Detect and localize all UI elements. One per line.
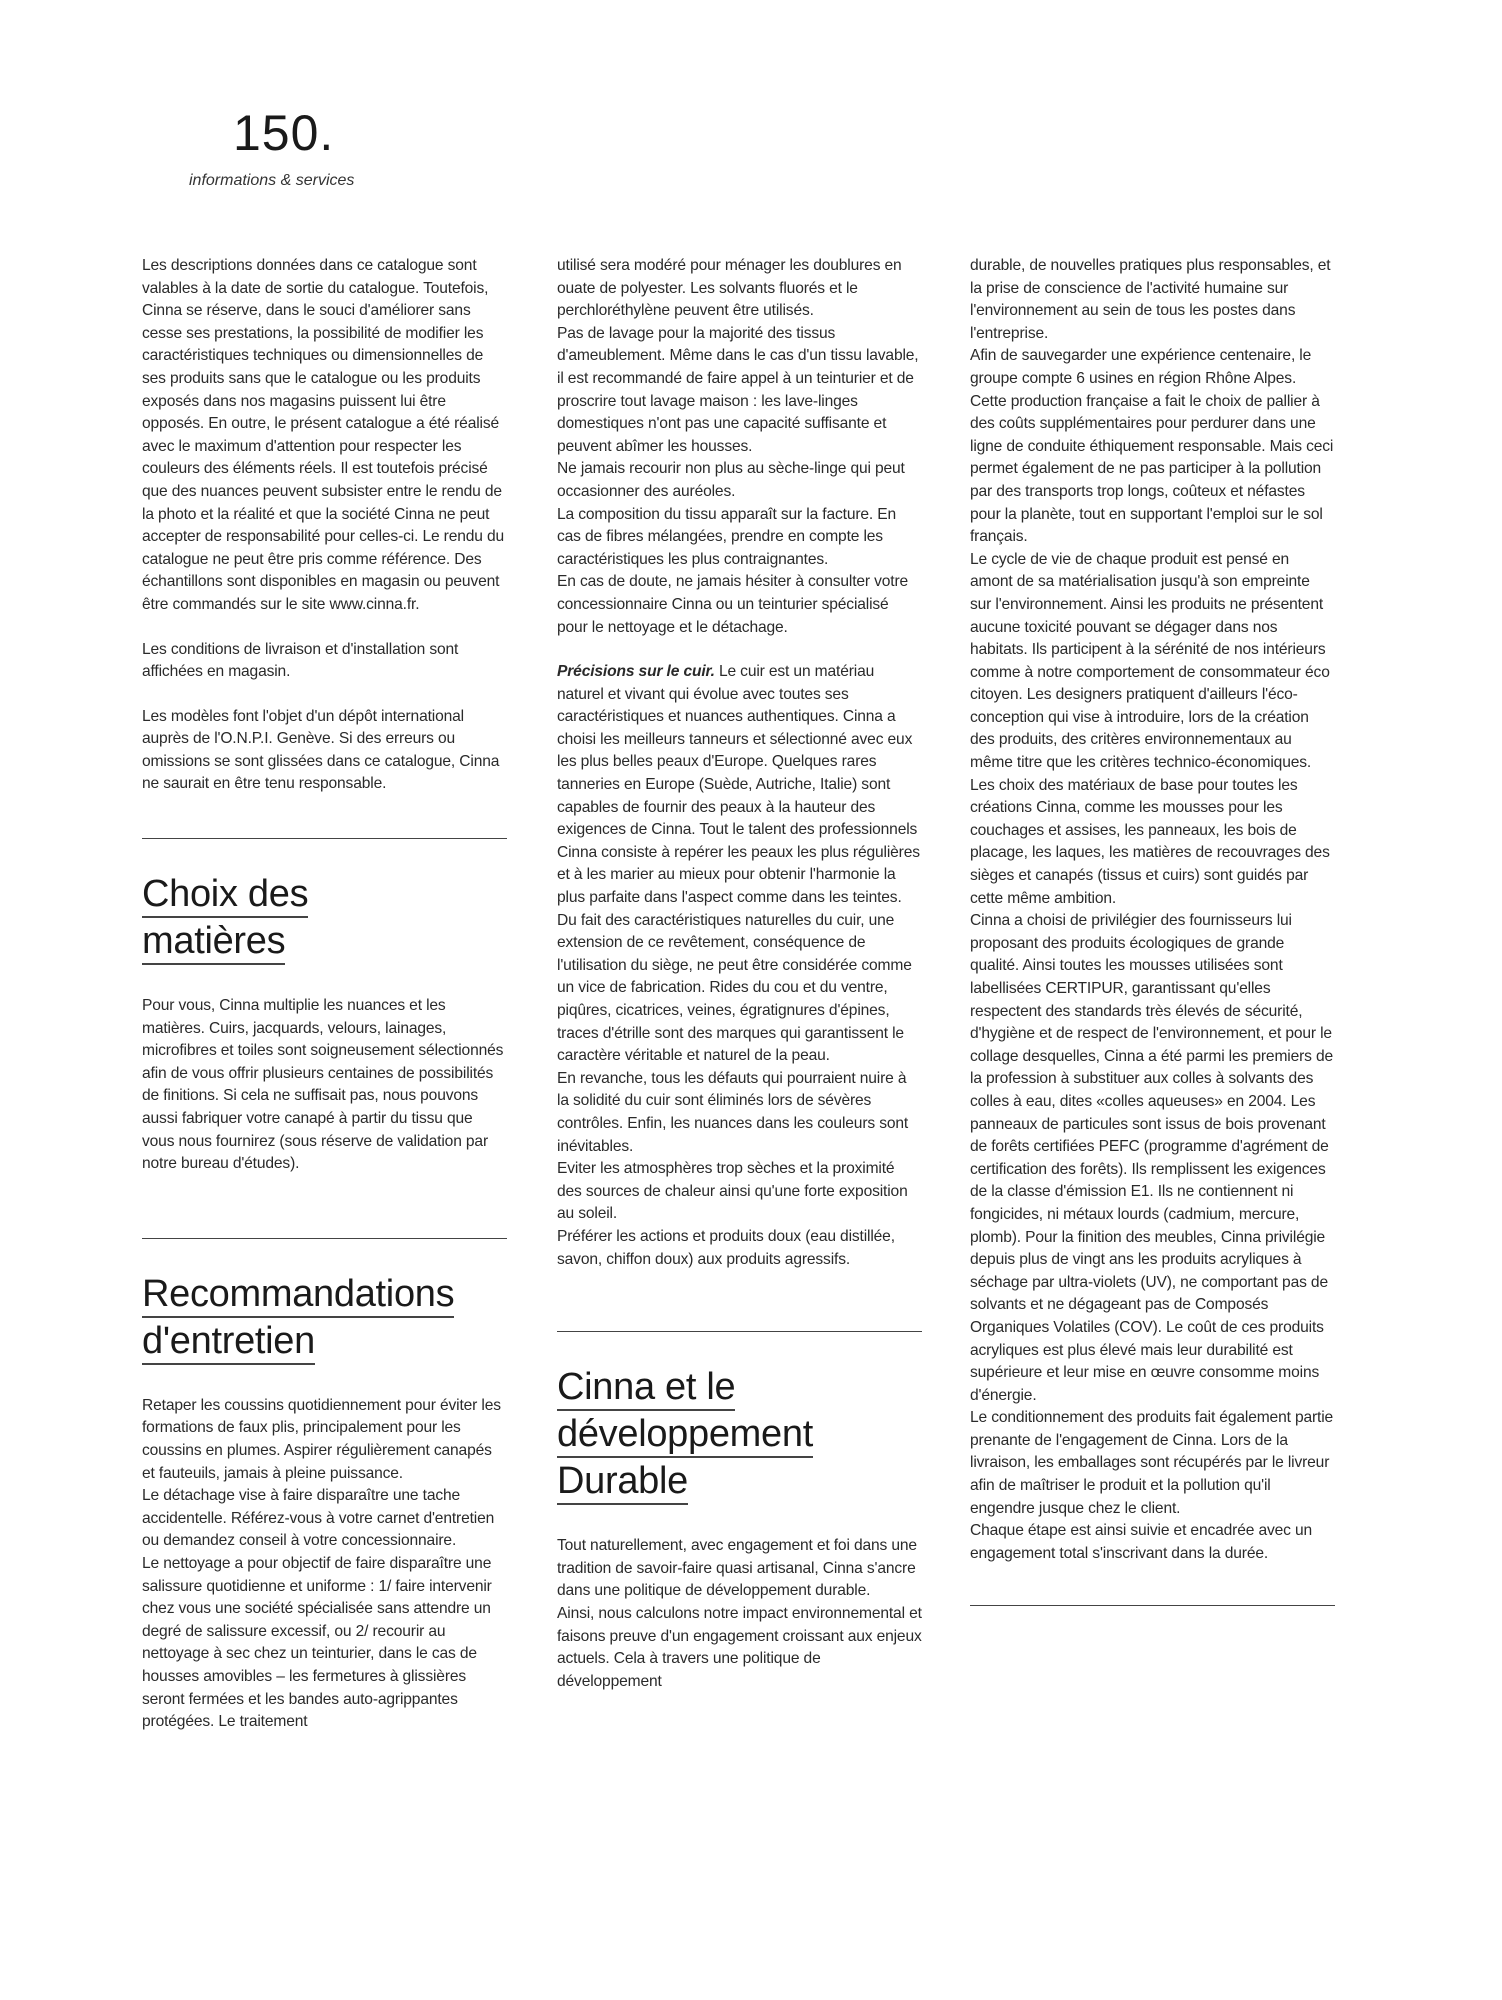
dev-paragraph-9: Chaque étape est ainsi suivie et encadrée avec un engagement total s'inscrivant dans la durée.: [970, 1522, 1313, 1562]
cuir-paragraph-4: Eviter les atmosphères trop sèches et la proximité des sources de chaleur ainsi qu'une forte exposition au soleil.: [557, 1160, 908, 1223]
cuir-paragraph-1: [557, 661, 922, 910]
cuir-text: Le cuir est un matériau naturel et vivant qui évolue avec toutes ses caractéristiques et nuances authentiques. Cinna a choisi les meilleurs tanneurs et sélectionné avec eux les plus belles peaux d'Europe. Quelques rares tanneries en Europe (Suède, Autriche, Italie) sont capables de fournir des peaux à la hauteur des exigences de Cinna. Tout le talent des professionnels Cinna consiste à repérer les peaux les plus régulières et à les marier au mieux pour obtenir l'harmonie la plus parfaite dans l'aspect comme dans les teintes.: [557, 663, 920, 907]
care-paragraph-1: utilisé sera modéré pour ménager les doublures en ouate de polyester. Les solvants fluorés et le perchloréthylène peuvent être utilisés.: [557, 257, 902, 320]
dev-paragraph-1: Tout naturellement, avec engagement et foi dans une tradition de savoir-faire quasi artisanal, Cinna s'ancre dans une politique de développement durable.: [557, 1537, 917, 1600]
choix-paragraph: Pour vous, Cinna multiplie les nuances et les matières. Cuirs, jacquards, velours, lainages, microfibres et toiles sont soigneusement sélectionnés afin de vous offrir plusieurs centaines de possibilités de finitions. Si cela ne suffisait pas, nous pouvons aussi fabriquer votre canapé à partir du tissu que vous nous fournirez (sous réserve de validation par notre bureau d'études).: [142, 997, 504, 1173]
care-paragraph-3: Ne jamais recourir non plus au sèche-linge qui peut occasionner des auréoles.: [557, 460, 905, 500]
section-title-line: développement: [557, 1412, 813, 1458]
section-title-line: Cinna et le: [557, 1365, 735, 1411]
care-paragraph-5: En cas de doute, ne jamais hésiter à consulter votre concessionnaire Cinna ou un teinturier spécialisé pour le nettoyage et le détachage.: [557, 573, 909, 636]
section-title-line: Durable: [557, 1459, 688, 1505]
section-title-line: Recommandations: [142, 1272, 454, 1318]
care-paragraph-4: La composition du tissu apparaît sur la facture. En cas de fibres mélangées, prendre en compte les caractéristiques les plus contraignantes.: [557, 505, 897, 568]
section-divider: [557, 1331, 922, 1332]
reco-paragraph-2: Le détachage vise à faire disparaître une tache accidentelle. Référez-vous à votre carnet d'entretien ou demandez conseil à votre concessionnaire.: [142, 1487, 495, 1550]
dev-paragraph-5: Le cycle de vie de chaque produit est pensé en amont de sa matérialisation jusqu'à son empreinte sur l'environnement. Ainsi les produits ne présentent aucune toxicité pouvant se dégager dans nos habitats. Ils participent à la sérénité de nos intérieurs comme à notre comportement de consommateur éco citoyen. Les designers pratiquent d'ailleurs l'éco-conception qui vise à introduire, lors de la création des produits, des critères environnementaux au même titre que les critères technico-économiques.: [970, 550, 1330, 772]
section-divider: [970, 1605, 1335, 1606]
intro-paragraph-2: Les conditions de livraison et d'installation sont affichées en magasin.: [142, 640, 459, 681]
column-3: [970, 255, 1335, 1606]
cuir-paragraph-2: Du fait des caractéristiques naturelles du cuir, une extension de ce revêtement, conséquence de l'utilisation du siège, ne peut être considérée comme un vice de fabrication. Rides du cou et du ventre, piqûres, cicatrices, veines, égratignures d'épines, traces d'étrille sont des marques qui garantissent le caractère véritable et naturel de la peau.: [557, 911, 912, 1065]
care-paragraph-2: Pas de lavage pour la majorité des tissus d'ameublement. Même dans le cas d'un tissu lavable, il est recommandé de faire appel à un teinturier et de proscrire tout lavage maison : les lave-linges domestiques n'ont pas une capacité suffisante et peuvent abîmer les housses.: [557, 324, 919, 455]
section-title-line: d'entretien: [142, 1319, 315, 1365]
dev-paragraph-6: Les choix des matériaux de base pour toutes les créations Cinna, comme les mousses pour les couchages et assises, les panneaux, les bois de placage, les laques, les matières de recouvrages des sièges et canapés (tissus et cuirs) sont guidés par cette même ambition.: [970, 776, 1330, 907]
section-divider: [142, 838, 507, 839]
section-title-line: Choix des: [142, 872, 308, 918]
page-subtitle: informations & services: [189, 172, 355, 189]
column-1: [142, 255, 507, 1734]
reco-paragraph-3: Le nettoyage a pour objectif de faire disparaître une salissure quotidienne et uniforme : 1/ faire intervenir chez vous une société spécialisée sans attendre un degré de salissure excessif, ou 2/ recourir au nettoyage à sec chez un teinturier, dans le cas de housses amovibles – les fermetures à glissières seront fermées et les bandes auto-agrippantes protégées. Le traitement: [142, 1554, 492, 1731]
section-title-line: matières: [142, 919, 285, 965]
dev-paragraph-7: Cinna a choisi de privilégier des fournisseurs lui proposant des produits écologiques de grande qualité. Ainsi toutes les mousses utilisées sont labellisées CERTIPUR, garantissant qu'elles respectent des standards très élevés de sécurité, d'hygiène et de respect de l'environnement, et pour le collage desquelles, Cinna a été parmi les premiers de la profession à substituer aux colles à solvants des colles à eau, dites «colles aqueuses» en 2004. Les panneaux de particules sont issus de bois provenant de forêts certifiées PEFC (programme d'agrément de certification des forêts). Ils remplissent les exigences de la classe d'émission E1. Ils ne contiennent ni fongicides, ni métaux lourds (cadmium, mercure, plomb). Pour la finition des meubles, Cinna privilégie depuis plus de vingt ans les produits acryliques à séchage par ultra-violets (UV), ne comportant pas de solvants et ne dégageant pas de Composés Organiques Volatiles (COV). Le coût de ces produits acryliques est plus élevé mais leur durabilité est supérieure et leur mise en œuvre consomme moins d'énergie.: [970, 912, 1334, 1404]
section-title-choix: [142, 871, 507, 965]
section-title-recommandations: [142, 1271, 507, 1365]
dev-paragraph-4: Afin de sauvegarder une expérience centenaire, le groupe compte 6 usines en région Rhône Alpes. Cette production française a fait le choix de pallier à des coûts supplémentaires pour perdurer dans une ligne de conduite éthiquement responsable. Mais ceci permet également de ne pas participer à la pollution par des transports trop longs, coûteux et néfastes pour la planète, tout en supportant l'emploi sur le sol français.: [970, 347, 1334, 546]
dev-paragraph-2: Ainsi, nous calculons notre impact environnemental et faisons preuve d'un engagement croissant aux enjeux actuels. Cela à travers une politique de développement: [557, 1604, 922, 1690]
dev-paragraph-8: Le conditionnement des produits fait également partie prenante de l'engagement de Cinna. Lors de la livraison, les emballages sont récupérés par le livreur afin de maîtriser le produit et la pollution qu'il engendre jusque chez le client.: [970, 1409, 1334, 1517]
page-number: 150.: [233, 105, 335, 161]
intro-paragraph-1: Les descriptions données dans ce catalogue sont valables à la date de sortie du catalogue. Toutefois, Cinna se réserve, dans le souci d'améliorer sans cesse ses prestations, la possibilité de modifier les caractéristiques techniques ou dimensionnelles de ses produits sans que le catalogue ou les produits exposés dans nos magasins puissent lui être opposés. En outre, le présent catalogue a été réalisé avec le maximum d'attention pour respecter les couleurs des éléments réels. Il est toutefois précisé que des nuances peuvent subsister entre le rendu de la photo et la réalité et que la société Cinna ne peut accepter de responsabilité pour celles-ci. Le rendu du catalogue ne peut être pris comme référence. Des échantillons sont disponibles en magasin ou peuvent être commandés sur le site www.cinna.fr.: [142, 257, 505, 613]
cuir-lead-label: Précisions sur le cuir.: [557, 663, 715, 681]
section-divider: [142, 1238, 507, 1239]
reco-paragraph-1: Retaper les coussins quotidiennement pour éviter les formations de faux plis, principalement pour les coussins en plumes. Aspirer régulièrement canapés et fauteuils, jamais à pleine puissance.: [142, 1396, 501, 1482]
cuir-paragraph-5: Préférer les actions et produits doux (eau distillée, savon, chiffon doux) aux produits agressifs.: [557, 1227, 895, 1268]
cuir-paragraph-3: En revanche, tous les défauts qui pourraient nuire à la solidité du cuir sont éliminés lors de sévères contrôles. Enfin, les nuances dans les couleurs sont inévitables.: [557, 1069, 909, 1155]
section-title-developpement: [557, 1364, 922, 1505]
dev-paragraph-3: durable, de nouvelles pratiques plus responsables, et la prise de conscience de l'activité humaine sur l'environnement au sein de tous les postes dans l'entreprise.: [970, 257, 1331, 342]
column-2: [557, 255, 922, 1693]
intro-paragraph-3: Les modèles font l'objet d'un dépôt international auprès de l'O.N.P.I. Genève. Si des erreurs ou omissions se sont glissées dans ce catalogue, Cinna ne saurait en être tenu responsable.: [142, 707, 500, 793]
